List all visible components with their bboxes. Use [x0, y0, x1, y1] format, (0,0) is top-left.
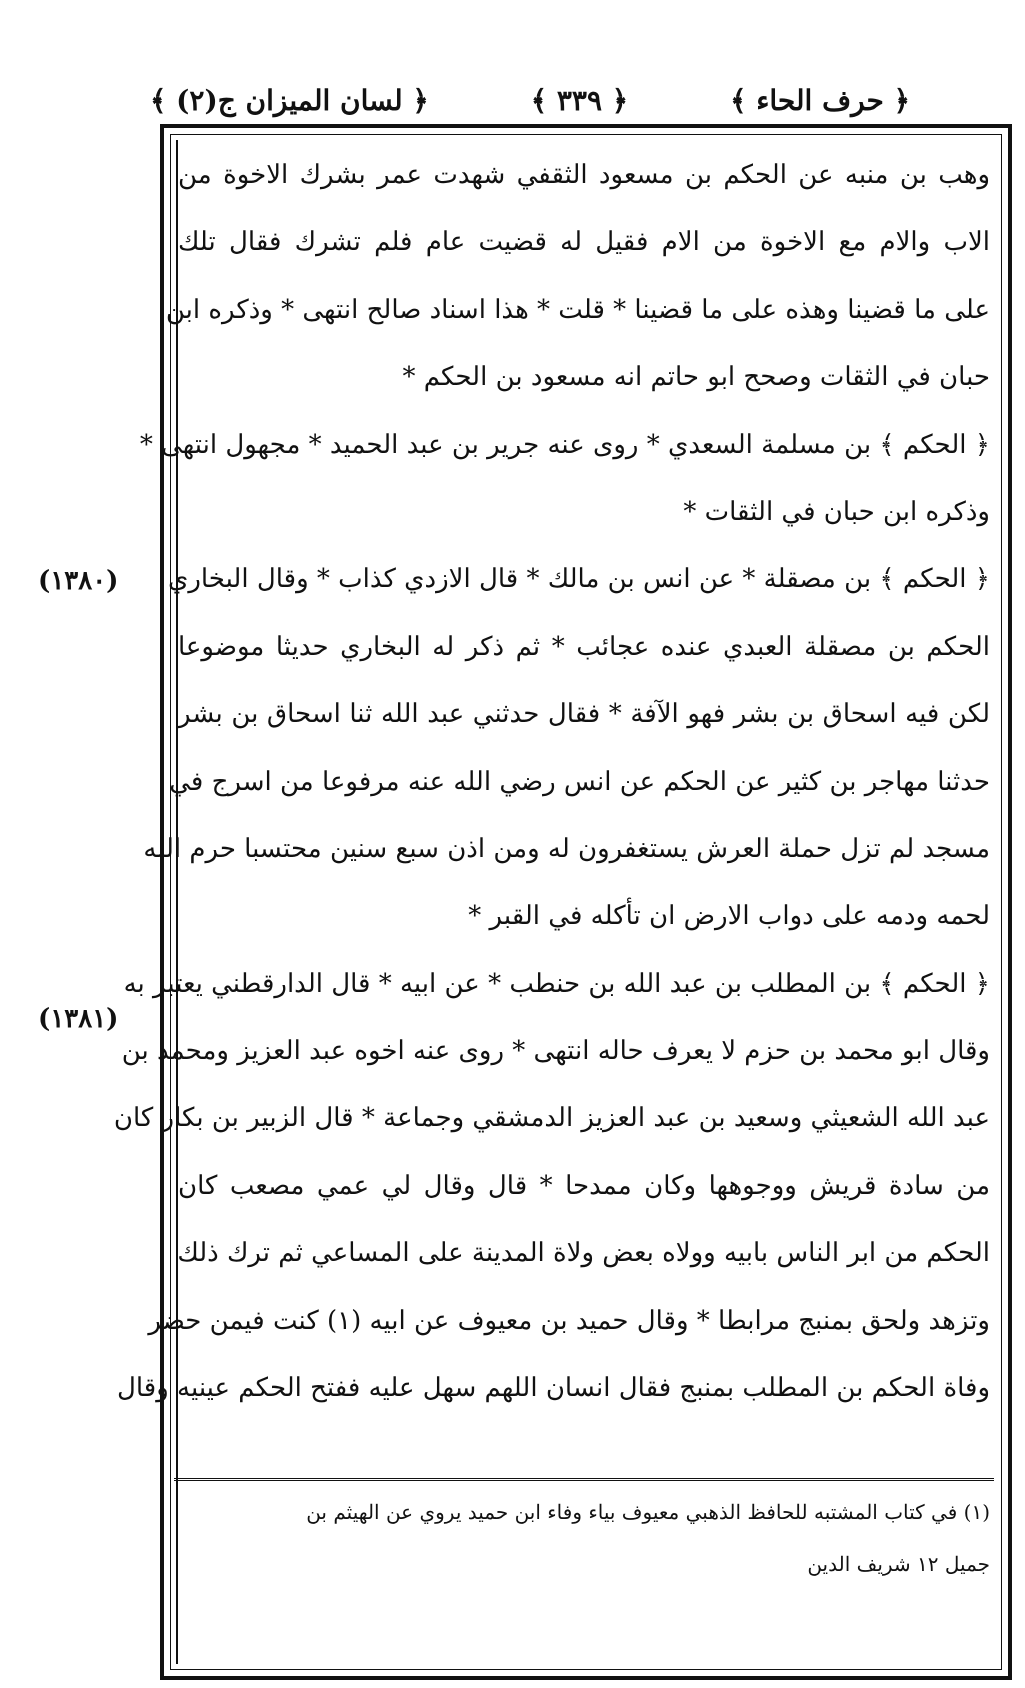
text-line: لحمه ودمه على دواب الارض ان تأكله في القبر * [468, 901, 990, 932]
page-header [150, 78, 910, 122]
text-line: ﴿ الحكم ﴾ بن مسلمة السعدي * روى عنه جرير بن عبد الحميد * مجهول انتهى * [139, 429, 990, 460]
header-chapter: ﴿ حرف الحاء ﴾ [730, 83, 910, 117]
header-book-title: ﴿ لسان الميزان ج(٢) ﴾ [150, 83, 429, 117]
text-line: مسجد لم تزل حملة العرش يستغفرون له ومن اذن سبع سنين محتسبا حرم الله [143, 833, 990, 864]
text-line: حبان في الثقات وصحح ابو حاتم انه مسعود بن الحكم * [402, 362, 990, 393]
entry-number-1380: (١٣٨٠) [38, 566, 119, 596]
text-line: حدثنا مهاجر بن كثير عن الحكم عن انس رضي الله عنه مرفوعا من اسرج في [169, 766, 990, 797]
text-line: عبد الله الشعيثي وسعيد بن عبد العزيز الدمشقي وجماعة * قال الزبير بن بكار كان [113, 1103, 990, 1134]
text-line: وتزهد ولحق بمنبج مرابطا * وقال حميد بن معيوف عن ابيه (١) كنت فيمن حضر [148, 1305, 990, 1336]
main-text [113, 142, 990, 1422]
text-line: الحكم من ابر الناس بابيه وولاه بعض ولاة المدينة على المساعي ثم ترك ذلك [177, 1238, 990, 1269]
footnote-line: (١) في كتاب المشتبه للحافظ الذهبي معيوف بياء وفاء ابن حميد يروي عن الهيثم بن [306, 1500, 990, 1524]
page-number: ﴿ ٣٣٩ ﴾ [530, 83, 629, 117]
text-line: على ما قضينا وهذه على ما قضينا * قلت * هذا اسناد صالح انتهى * وذكره ابن [165, 294, 990, 325]
text-line: وهب بن منبه عن الحكم بن مسعود الثقفي شهدت عمر بشرك الاخوة من [178, 160, 990, 190]
text-line: ﴿ الحكم ﴾ بن مصقلة * عن انس بن مالك * قال الازدي كذاب * وقال البخاري [167, 564, 990, 595]
text-line: لكن فيه اسحاق بن بشر فهو الآفة * فقال حدثني عبد الله ثنا اسحاق بن بشر [178, 699, 990, 730]
text-line: ﴿ الحكم ﴾ بن المطلب بن عبد الله بن حنطب * عن ابيه * قال الدارقطني يعتبر به [123, 968, 990, 999]
footnote-divider [174, 1478, 994, 1481]
footnote-line: جميل ١٢ شريف الدين [807, 1552, 990, 1576]
entry-number-1381: (١٣٨١) [38, 1004, 119, 1034]
footnotes [178, 1486, 990, 1590]
text-line: من سادة قريش ووجوهها وكان ممدحا * قال وقال لي عمي مصعب كان [178, 1170, 990, 1201]
text-line: وذكره ابن حبان في الثقات * [683, 496, 990, 527]
text-line: الاب والام مع الاخوة من الام فقيل له قضيت عام فلم تشرك فقال تلك [178, 227, 990, 258]
text-line: وفاة الحكم بن المطلب بمنبج فقال انسان اللهم سهل عليه ففتح الحكم عينيه وقال [116, 1373, 990, 1404]
text-line: الحكم بن مصقلة العبدي عنده عجائب * ثم ذكر له البخاري حديثا موضوعا [178, 631, 990, 662]
text-line: وقال ابو محمد بن حزم لا يعرف حاله انتهى * روى عنه اخوه عبد العزيز ومحمد بن [121, 1036, 990, 1067]
